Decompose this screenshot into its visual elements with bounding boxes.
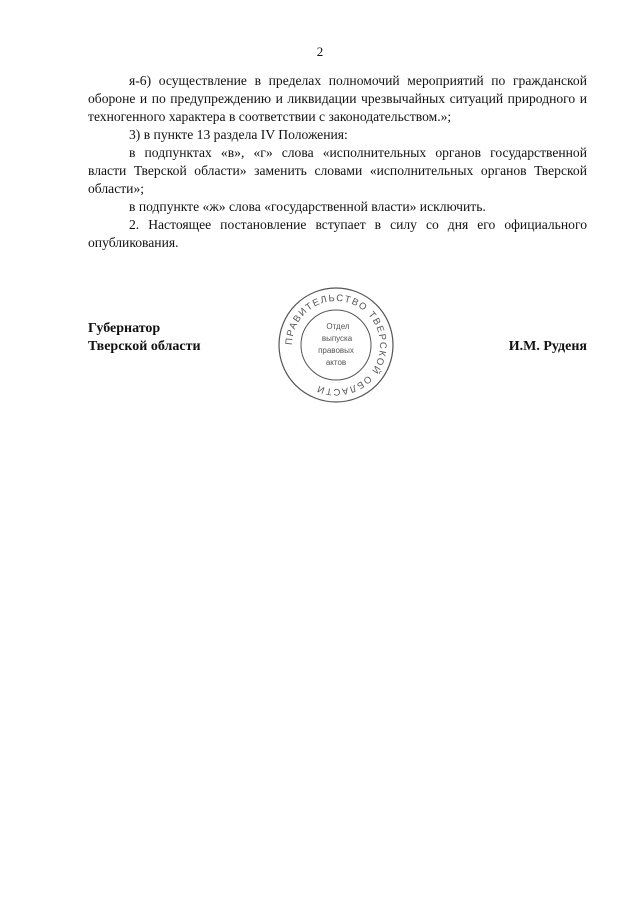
signatory-position [88, 320, 201, 356]
stamp-ring-text: ПРАВИТЕЛЬСТВО ТВЕРСКОЙ ОБЛАСТИ [283, 292, 389, 398]
paragraph-2: 3) в пункте 13 раздела IV Положения: [129, 127, 348, 142]
paragraph-3: в подпунктах «в», «г» слова «исполнительных органов государственной власти Тверской области» заменить словами «исполнительных органов Тверской области»; [88, 145, 587, 196]
signatory-title-line-1: Губернатор [88, 321, 161, 336]
paragraph-1: я-6) осуществление в пределах полномочий мероприятий по гражданской обороне и по предупреждению и ликвидации чрезвычайных ситуаций природного и техногенного характера в соответствии с законодательством.»; [88, 73, 587, 124]
page-number: 2 [316, 44, 324, 59]
document-body [88, 72, 587, 252]
stamp-center-line-1: Отдел [326, 322, 350, 331]
signatory-name: И.М. Руденя [508, 339, 587, 354]
stamp-center-line-2: выпуска [321, 334, 353, 343]
paragraph-5: 2. Настоящее постановление вступает в силу со дня его официального опубликования. [88, 217, 587, 250]
stamp-center-line-3: правовых [318, 346, 354, 355]
signatory-title-line-2: Тверской области [88, 339, 201, 354]
stamp-center-line-4: актов [325, 358, 347, 367]
paragraph-4: в подпункте «ж» слова «государственной власти» исключить. [129, 199, 486, 214]
signature-block [88, 320, 587, 360]
